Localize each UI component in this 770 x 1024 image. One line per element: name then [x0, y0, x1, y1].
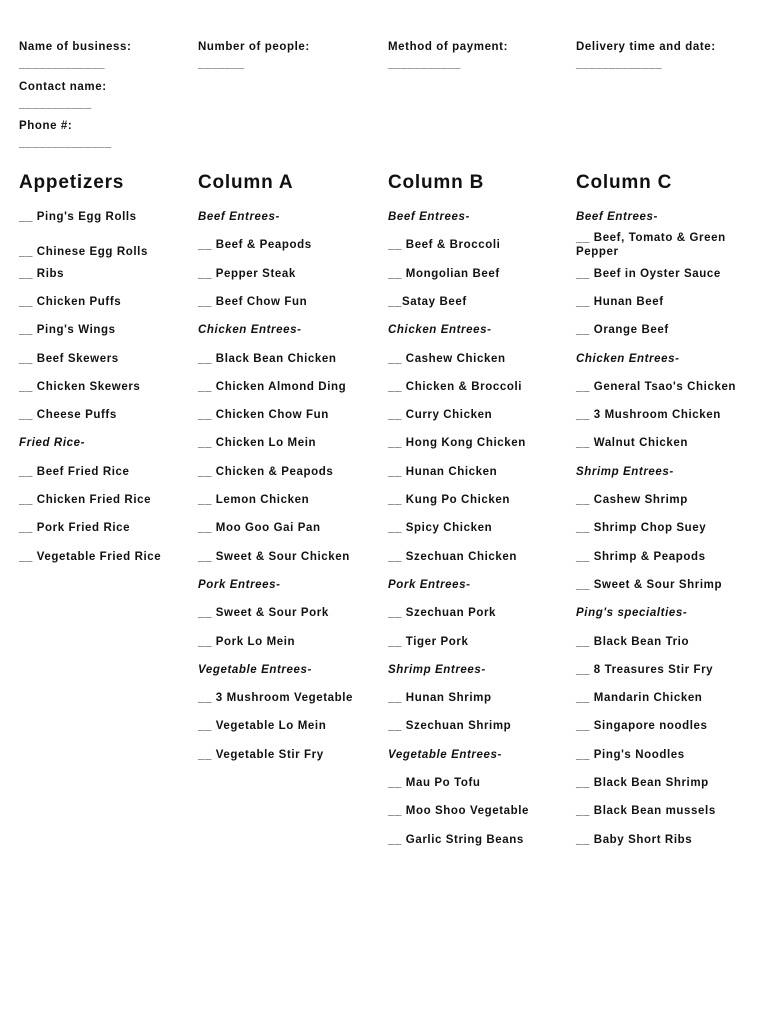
menu-item[interactable]: __ Ping's Wings: [19, 324, 116, 337]
menu-item[interactable]: __ Moo Shoo Vegetable: [388, 805, 530, 818]
delivery-time-field[interactable]: _____________: [576, 58, 663, 70]
menu-category-heading: Ping's specialties-: [576, 607, 688, 620]
menu-category-heading: Fried Rice-: [19, 437, 86, 450]
menu-item[interactable]: __ Orange Beef: [576, 324, 669, 337]
menu-item[interactable]: __ Chicken Puffs: [19, 295, 122, 308]
menu-item[interactable]: __ Pork Fried Rice: [19, 522, 131, 535]
menu-category-heading: Beef Entrees-: [576, 211, 658, 223]
business-name-label: Name of business:: [19, 41, 132, 53]
menu-category-heading: Chicken Entrees-: [576, 352, 680, 365]
number-of-people-field[interactable]: _______: [198, 58, 245, 70]
contact-name-label: Contact name:: [19, 81, 107, 93]
menu-item[interactable]: __ Beef Chow Fun: [198, 295, 308, 308]
menu-item[interactable]: __ Beef Fried Rice: [19, 465, 130, 478]
menu-category-heading: Vegetable Entrees-: [388, 748, 502, 761]
column-header: Column B: [388, 172, 485, 193]
menu-item[interactable]: __ Chicken & Peapods: [198, 465, 334, 478]
menu-item[interactable]: __ 8 Treasures Stir Fry: [576, 663, 714, 676]
number-of-people-label: Number of people:: [198, 41, 310, 53]
menu-item[interactable]: __ Chicken Lo Mein: [198, 437, 317, 450]
contact-name-field[interactable]: ___________: [19, 98, 92, 110]
menu-item[interactable]: __ Mongolian Beef: [388, 267, 500, 280]
menu-item[interactable]: __ Cashew Chicken: [388, 352, 506, 365]
menu-item[interactable]: __ Singapore noodles: [576, 720, 708, 733]
menu-item[interactable]: __ Curry Chicken: [388, 409, 493, 422]
menu-category-heading: Pork Entrees-: [198, 578, 281, 591]
menu-item[interactable]: __ Ping's Noodles: [576, 748, 685, 761]
menu-category-heading: Shrimp Entrees-: [388, 663, 486, 676]
menu-item[interactable]: __ Chicken Fried Rice: [19, 494, 152, 506]
menu-item[interactable]: __ Hong Kong Chicken: [388, 437, 526, 450]
menu-item[interactable]: __ Walnut Chicken: [576, 437, 689, 450]
menu-item[interactable]: __ Szechuan Shrimp: [388, 720, 512, 733]
phone-label: Phone #:: [19, 120, 73, 132]
menu-item[interactable]: __ Szechuan Pork: [388, 607, 497, 620]
menu-item[interactable]: __ Hunan Chicken: [388, 465, 498, 478]
menu-item[interactable]: __ Chicken & Broccoli: [388, 380, 523, 393]
menu-item[interactable]: __ Sweet & Sour Chicken: [198, 550, 350, 563]
menu-item[interactable]: __ Pork Lo Mein: [198, 635, 296, 648]
menu-category-heading: Beef Entrees-: [388, 211, 470, 223]
menu-item[interactable]: __Satay Beef: [388, 295, 467, 308]
column-header: Appetizers: [19, 172, 125, 193]
menu-category-heading: Shrimp Entrees-: [576, 465, 674, 478]
menu-item[interactable]: __ Tiger Pork: [388, 635, 469, 648]
menu-item[interactable]: __ Sweet & Sour Shrimp: [576, 578, 723, 591]
menu-item[interactable]: __ Sweet & Sour Pork: [198, 607, 329, 620]
menu-item[interactable]: __ Black Bean Trio: [576, 635, 690, 648]
menu-item[interactable]: __ Beef, Tomato & Green Pepper: [576, 232, 726, 259]
menu-category-heading: Beef Entrees-: [198, 211, 280, 223]
business-name-field[interactable]: _____________: [19, 58, 106, 70]
menu-item[interactable]: __ Garlic String Beans: [388, 833, 524, 846]
menu-item[interactable]: __ Pepper Steak: [198, 267, 296, 280]
menu-item[interactable]: __ 3 Mushroom Vegetable: [198, 692, 354, 705]
menu-item[interactable]: __ Vegetable Fried Rice: [19, 550, 162, 563]
menu-item[interactable]: __ Baby Short Ribs: [576, 833, 693, 846]
menu-item[interactable]: __ Chicken Skewers: [19, 380, 141, 393]
menu-item[interactable]: __ Lemon Chicken: [198, 494, 310, 506]
menu-item[interactable]: __ Beef Skewers: [19, 352, 119, 365]
menu-item[interactable]: __ Chicken Almond Ding: [198, 380, 347, 393]
menu-category-heading: Chicken Entrees-: [388, 324, 492, 337]
delivery-time-label: Delivery time and date:: [576, 41, 716, 53]
menu-item[interactable]: __ Hunan Beef: [576, 295, 664, 308]
menu-category-heading: Chicken Entrees-: [198, 324, 302, 337]
menu-item[interactable]: __ Mandarin Chicken: [576, 692, 703, 705]
menu-item[interactable]: __ Shrimp Chop Suey: [576, 522, 707, 535]
menu-item[interactable]: __ Chinese Egg Rolls: [19, 246, 148, 259]
menu-item[interactable]: __ Black Bean mussels: [576, 805, 716, 818]
menu-item[interactable]: __ Kung Po Chicken: [388, 494, 510, 506]
menu-item[interactable]: __ Mau Po Tofu: [388, 777, 481, 789]
menu-item[interactable]: __ Beef & Peapods: [198, 239, 312, 252]
menu-item[interactable]: __ Vegetable Lo Mein: [198, 720, 327, 733]
payment-method-label: Method of payment:: [388, 41, 509, 53]
menu-item[interactable]: __ Black Bean Chicken: [198, 352, 337, 365]
menu-item[interactable]: __ 3 Mushroom Chicken: [576, 409, 721, 422]
menu-item[interactable]: __ Beef & Broccoli: [388, 239, 501, 252]
menu-item[interactable]: __ Black Bean Shrimp: [576, 777, 709, 789]
menu-category-heading: Vegetable Entrees-: [198, 663, 312, 676]
menu-item[interactable]: __ Ribs: [19, 267, 65, 280]
menu-item[interactable]: __ Shrimp & Peapods: [576, 550, 706, 563]
menu-item[interactable]: __ Beef in Oyster Sauce: [576, 267, 721, 280]
menu-item[interactable]: __ Cheese Puffs: [19, 409, 117, 422]
phone-field[interactable]: ______________: [19, 137, 112, 149]
menu-category-heading: Pork Entrees-: [388, 578, 471, 591]
menu-item[interactable]: __ Spicy Chicken: [388, 522, 493, 535]
menu-item[interactable]: __ Moo Goo Gai Pan: [198, 522, 321, 535]
menu-item[interactable]: __ General Tsao's Chicken: [576, 380, 737, 393]
column-header: Column A: [198, 172, 294, 193]
payment-method-field[interactable]: ___________: [388, 58, 461, 70]
menu-item[interactable]: __ Szechuan Chicken: [388, 550, 517, 563]
menu-item[interactable]: __ Chicken Chow Fun: [198, 409, 329, 422]
menu-item[interactable]: __ Vegetable Stir Fry: [198, 748, 324, 761]
column-header: Column C: [576, 172, 673, 193]
menu-item[interactable]: __ Hunan Shrimp: [388, 692, 492, 705]
menu-item[interactable]: __ Ping's Egg Rolls: [19, 211, 137, 223]
menu-item[interactable]: __ Cashew Shrimp: [576, 494, 688, 506]
